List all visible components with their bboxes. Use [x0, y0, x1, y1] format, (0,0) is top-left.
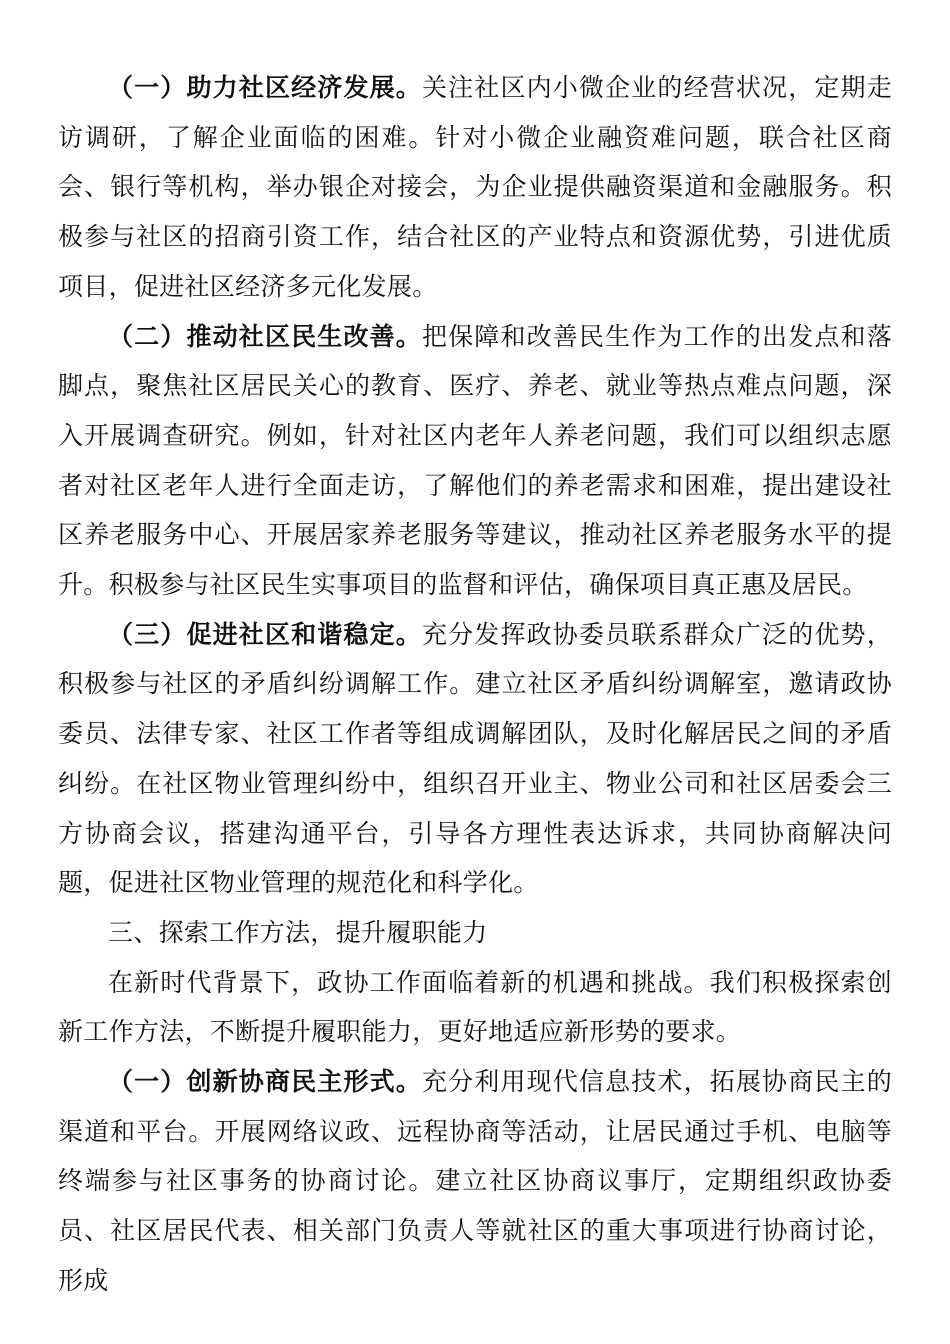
paragraph-body: 充分发挥政协委员联系群众广泛的优势，积极参与社区的矛盾纠纷调解工作。建立社区矛盾纠纷调解室，邀请政协委员、法律专家、社区工作者等组成调解团队，及时化解居民之间的矛盾纠纷。在社区物业管理纠纷中，组织召开业主、物业公司和社区居委会三方协商会议，搭建沟通平台，引导各方理性表达诉求，共同协商解决问题，促进社区物业管理的规范化和科学化。 [58, 619, 893, 898]
paragraph-body: 把保障和改善民生作为工作的出发点和落脚点，聚焦社区居民关心的教育、医疗、养老、就业等热点难点问题，深入开展调查研究。例如，针对社区内老年人养老问题，我们可以组织志愿者对社区老年人进行全面走访，了解他们的养老需求和困难，提出建设社区养老服务中心、开展居家养老服务等建议，推动社区养老服务水平的提升。积极参与社区民生实事项目的监督和评估，确保项目真正惠及居民。 [58, 321, 893, 600]
paragraph-lead: （一）创新协商民主形式。 [108, 1067, 422, 1097]
paragraph-lead: （三）促进社区和谐稳定。 [108, 619, 422, 649]
paragraph-body: 关注社区内小微企业的经营状况，定期走访调研，了解企业面临的困难。针对小微企业融资难问题，联合社区商会、银行等机构，举办银企对接会，为企业提供融资渠道和金融服务。积极参与社区的招商引资工作，结合社区的产业特点和资源优势，引进优质项目，促进社区经济多元化发展。 [58, 73, 893, 301]
paragraph-economic-development [58, 63, 892, 312]
paragraph-body: 充分利用现代信息技术，拓展协商民主的渠道和平台。开展网络议政、远程协商等活动，让居民通过手机、电脑等终端参与社区事务的协商讨论。建立社区协商议事厅，定期组织政协委员、社区居民代表、相关部门负责人等就社区的重大事项进行协商讨论，形成 [58, 1067, 893, 1295]
paragraph-livelihood-improvement [58, 312, 892, 610]
paragraph-lead: （一）助力社区经济发展。 [108, 73, 422, 102]
section-heading: 三、探索工作方法，提升履职能力 [108, 917, 488, 947]
paragraph-lead: （二）推动社区民生改善。 [108, 321, 422, 351]
document-page [58, 63, 892, 1306]
section-intro-paragraph: 在新时代背景下，政协工作面临着新的机遇和挑战。我们积极探索创新工作方法，不断提升履职能力，更好地适应新形势的要求。 [58, 967, 892, 1047]
paragraph-harmony-stability [58, 610, 892, 908]
paragraph-innovate-consultation [58, 1057, 892, 1306]
